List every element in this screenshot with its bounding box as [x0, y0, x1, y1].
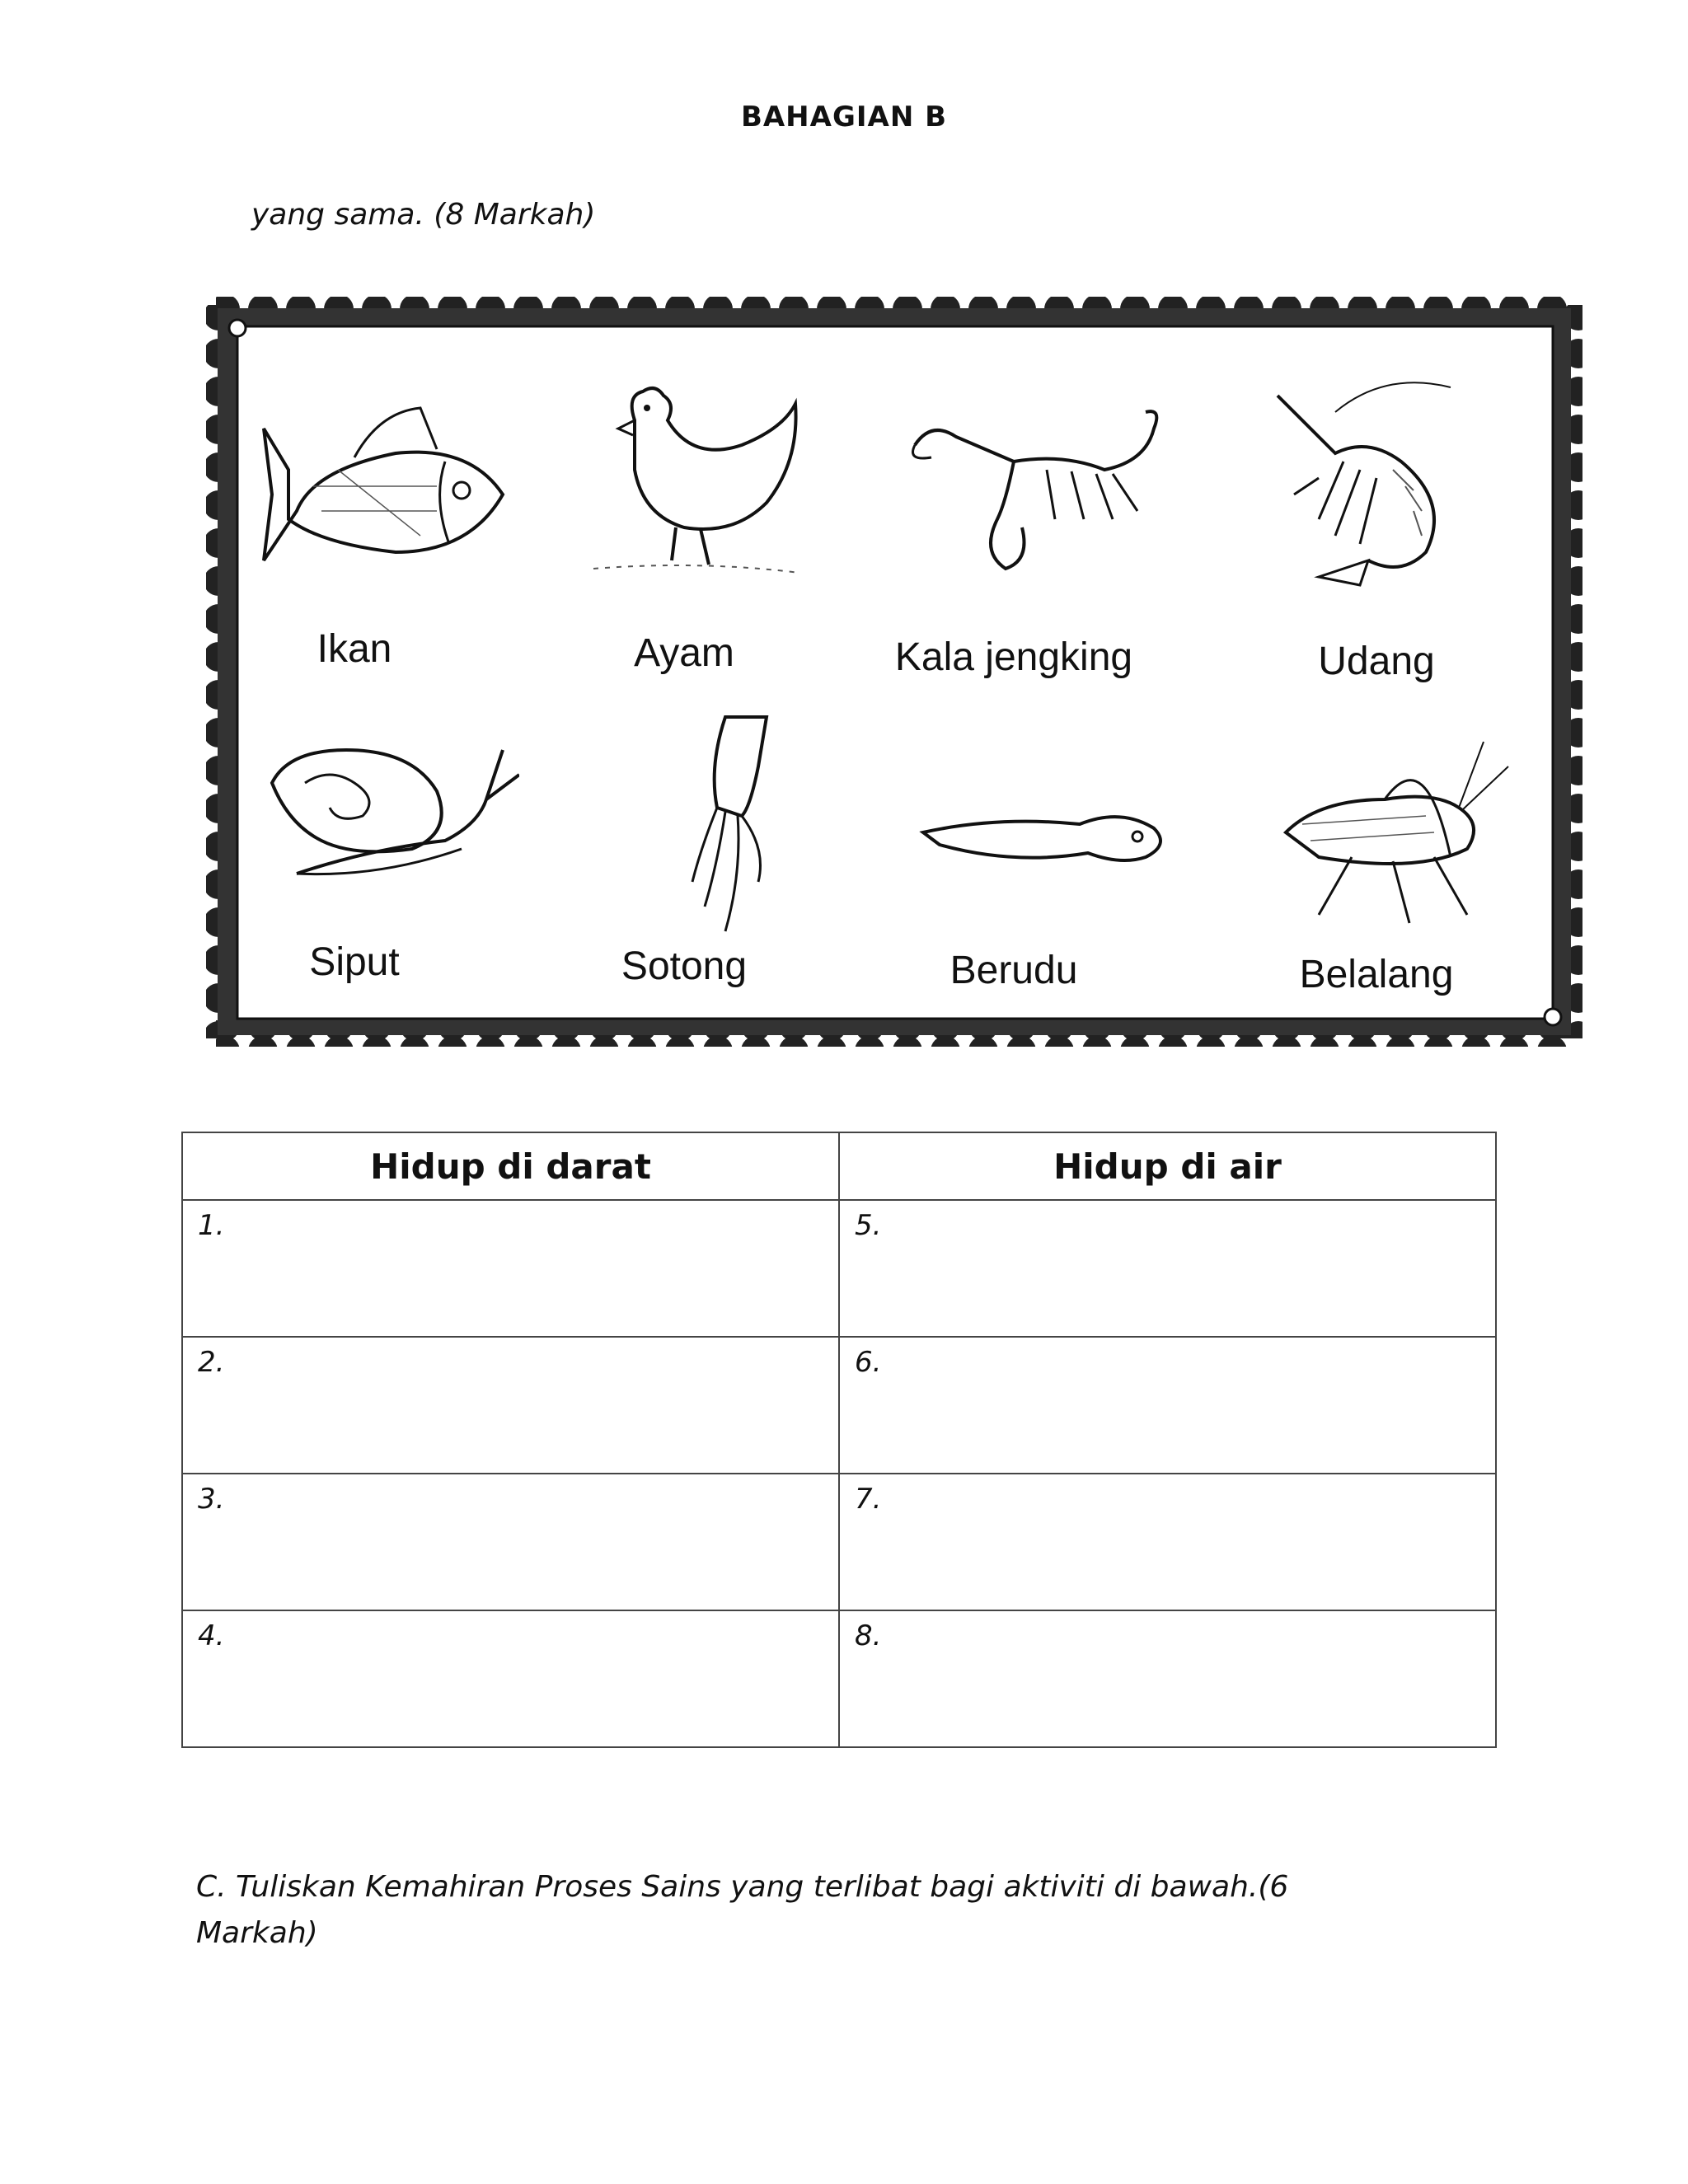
section-title: BAHAGIAN B	[740, 101, 948, 134]
answer-cell-1[interactable]: 1.	[182, 1200, 839, 1337]
instruction-text: yang sama. (8 Markah)	[251, 198, 596, 232]
classification-table	[181, 1132, 1497, 1748]
animal-label-udang: Udang	[1318, 640, 1435, 683]
animal-label-ayam: Ayam	[634, 631, 734, 675]
animal-label-kala-jengking: Kala jengking	[894, 635, 1133, 679]
chicken-icon	[577, 371, 824, 585]
table-row	[182, 1474, 1496, 1610]
snail-icon	[256, 733, 519, 898]
squid-icon	[668, 709, 799, 940]
table-row	[182, 1337, 1496, 1474]
scorpion-icon	[898, 396, 1170, 585]
animal-label-ikan: Ikan	[316, 627, 392, 671]
answer-cell-5[interactable]: 5.	[839, 1200, 1496, 1337]
header-water: Hidup di air	[839, 1132, 1496, 1200]
tadpole-icon	[915, 808, 1179, 882]
answer-cell-2[interactable]: 2.	[182, 1337, 839, 1474]
animal-label-belalang: Belalang	[1299, 953, 1454, 996]
fish-icon	[256, 396, 519, 593]
table-row	[182, 1200, 1496, 1337]
question-c: C. Tuliskan Kemahiran Proses Sains yang terlibat bagi aktiviti di bawah.(6 Markah)	[196, 1870, 1289, 1950]
animal-label-sotong: Sotong	[621, 944, 748, 988]
answer-cell-6[interactable]: 6.	[839, 1337, 1496, 1474]
animal-label-siput: Siput	[309, 940, 400, 984]
shrimp-icon	[1269, 379, 1484, 593]
grasshopper-icon	[1269, 733, 1517, 931]
table-header-row	[182, 1132, 1496, 1200]
answer-cell-3[interactable]: 3.	[182, 1474, 839, 1610]
answer-cell-7[interactable]: 7.	[839, 1474, 1496, 1610]
answer-cell-8[interactable]: 8.	[839, 1610, 1496, 1747]
animal-label-berudu: Berudu	[950, 949, 1078, 992]
table-row	[182, 1610, 1496, 1747]
answer-cell-4[interactable]: 4.	[182, 1610, 839, 1747]
header-land: Hidup di darat	[182, 1132, 839, 1200]
animal-picture-frame	[206, 297, 1582, 1047]
